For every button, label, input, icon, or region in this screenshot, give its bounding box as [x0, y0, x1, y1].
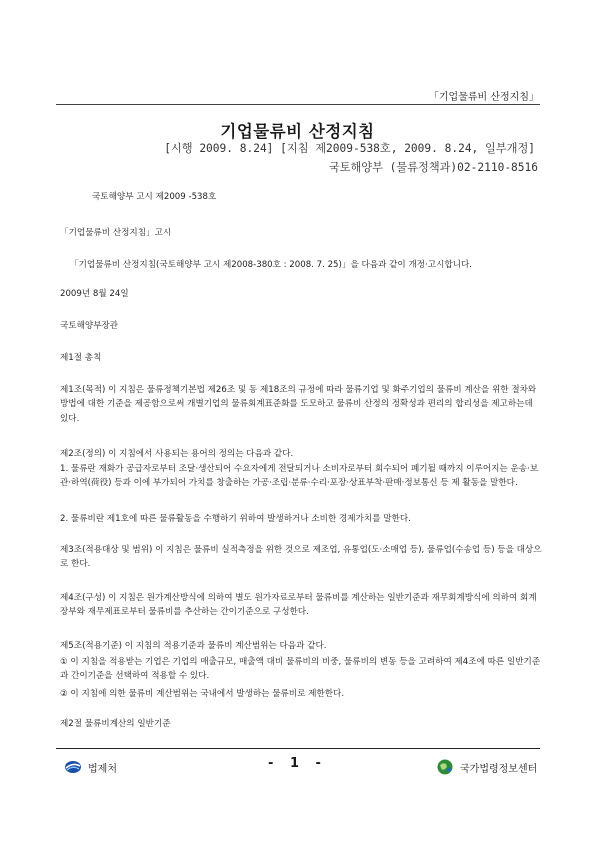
footer-left-label: 법제처 [88, 763, 117, 775]
header-rule [56, 104, 540, 105]
footer-right [436, 758, 537, 776]
footer-right-label: 국가법령정보센터 [460, 763, 538, 775]
header-doc-name: 「기업물류비 산정지침」 [428, 92, 539, 103]
article-5-item-2: ② 이 지침에 의한 물류비 계산범위는 국내에서 발생하는 물류비로 제한한다. [60, 689, 345, 699]
article-5: 제5조(적용기준) 이 지침의 적용기준과 물류비 계산범위는 다음과 같다. [60, 641, 327, 651]
chapter-1-heading: 제1절 총칙 [60, 353, 102, 363]
enactment-info: [시행 2009. 8.24] [지침 제2009-538호, 2009. 8.24, 일부개정] [164, 142, 535, 155]
notice-title: 「기업물류비 산정지침」고시 [60, 228, 172, 238]
document-title: 기업물류비 산정지침 [220, 122, 375, 141]
notice-number: 국토해양부 고시 제2009 -538호 [92, 192, 217, 202]
ministry-contact: 국토해양부 (물류정책과)02-2110-8516 [328, 161, 538, 174]
article-1: 제1조(목적) 이 지침은 물류정책기본법 제26조 및 동 제18조의 규정에 따라 물류기업 및 화주기업의 물류비 계산을 위한 절차와 방법에 대한 기준을 제공함으로써 개별기업의 물류회계표준화를 도모하고 물류비 산정의 정확성과 편리의 합리성을 제고하는데 있다. [60, 385, 537, 424]
article-4: 제4조(구성) 이 지침은 원가계산방식에 의하여 별도 원가자료로부터 물류비를 계산하는 일반기준과 재무회계방식에 의하여 회계장부와 재무제표로부터 물류비를 추산하는 간이기준으로 구성한다. [60, 593, 537, 618]
intro-paragraph: 「기업물류비 산정지침(국토해양부 고시 제2008-380호 : 2008. 7. 25)」을 다음과 같이 개정·고시합니다. [70, 260, 473, 270]
article-2-item-1: 1. 물류란 재화가 공급자로부터 조달·생산되어 수요자에게 전달되거나 소비자로부터 회수되어 폐기될 때까지 이루어지는 운송·보관·하역(荷役) 등과 이에 부가되어 가치를 창출하는 가공·조립·분류·수리·포장·상표부착·판매·정보통신 등 제 활동을 말한다. [60, 464, 539, 489]
article-2: 제2조(정의) 이 지침에서 사용되는 용어의 정의는 다음과 같다. [60, 449, 294, 459]
page-number: - 1 - [268, 756, 327, 771]
article-2-item-2: 2. 물류비란 제1호에 따른 물류활동을 수행하기 위하여 발생하거나 소비한 경제가치를 말한다. [60, 514, 411, 524]
article-5-item-1: ① 이 지침을 적용받는 기업은 기업의 매출규모, 매출액 대비 물류비의 비중, 물류비의 변동 등을 고려하여 제4조에 따른 일반기준과 간이기준을 선택하여 적용할 수 있다. [60, 657, 541, 682]
minister-name: 국토해양부장관 [60, 321, 119, 331]
notice-date: 2009년 8월 24일 [60, 289, 129, 299]
footer-rule [56, 748, 540, 749]
article-3: 제3조(적용대상 및 범위) 이 지침은 물류비 실적측정을 위한 것으로 제조업, 유통업(도·소매업 등), 물류업(수송업 등) 등을 대상으로 한다. [60, 545, 542, 570]
globe-logo-icon [436, 758, 454, 776]
chapter-2-heading: 제2절 물류비계산의 일반기준 [60, 719, 171, 729]
